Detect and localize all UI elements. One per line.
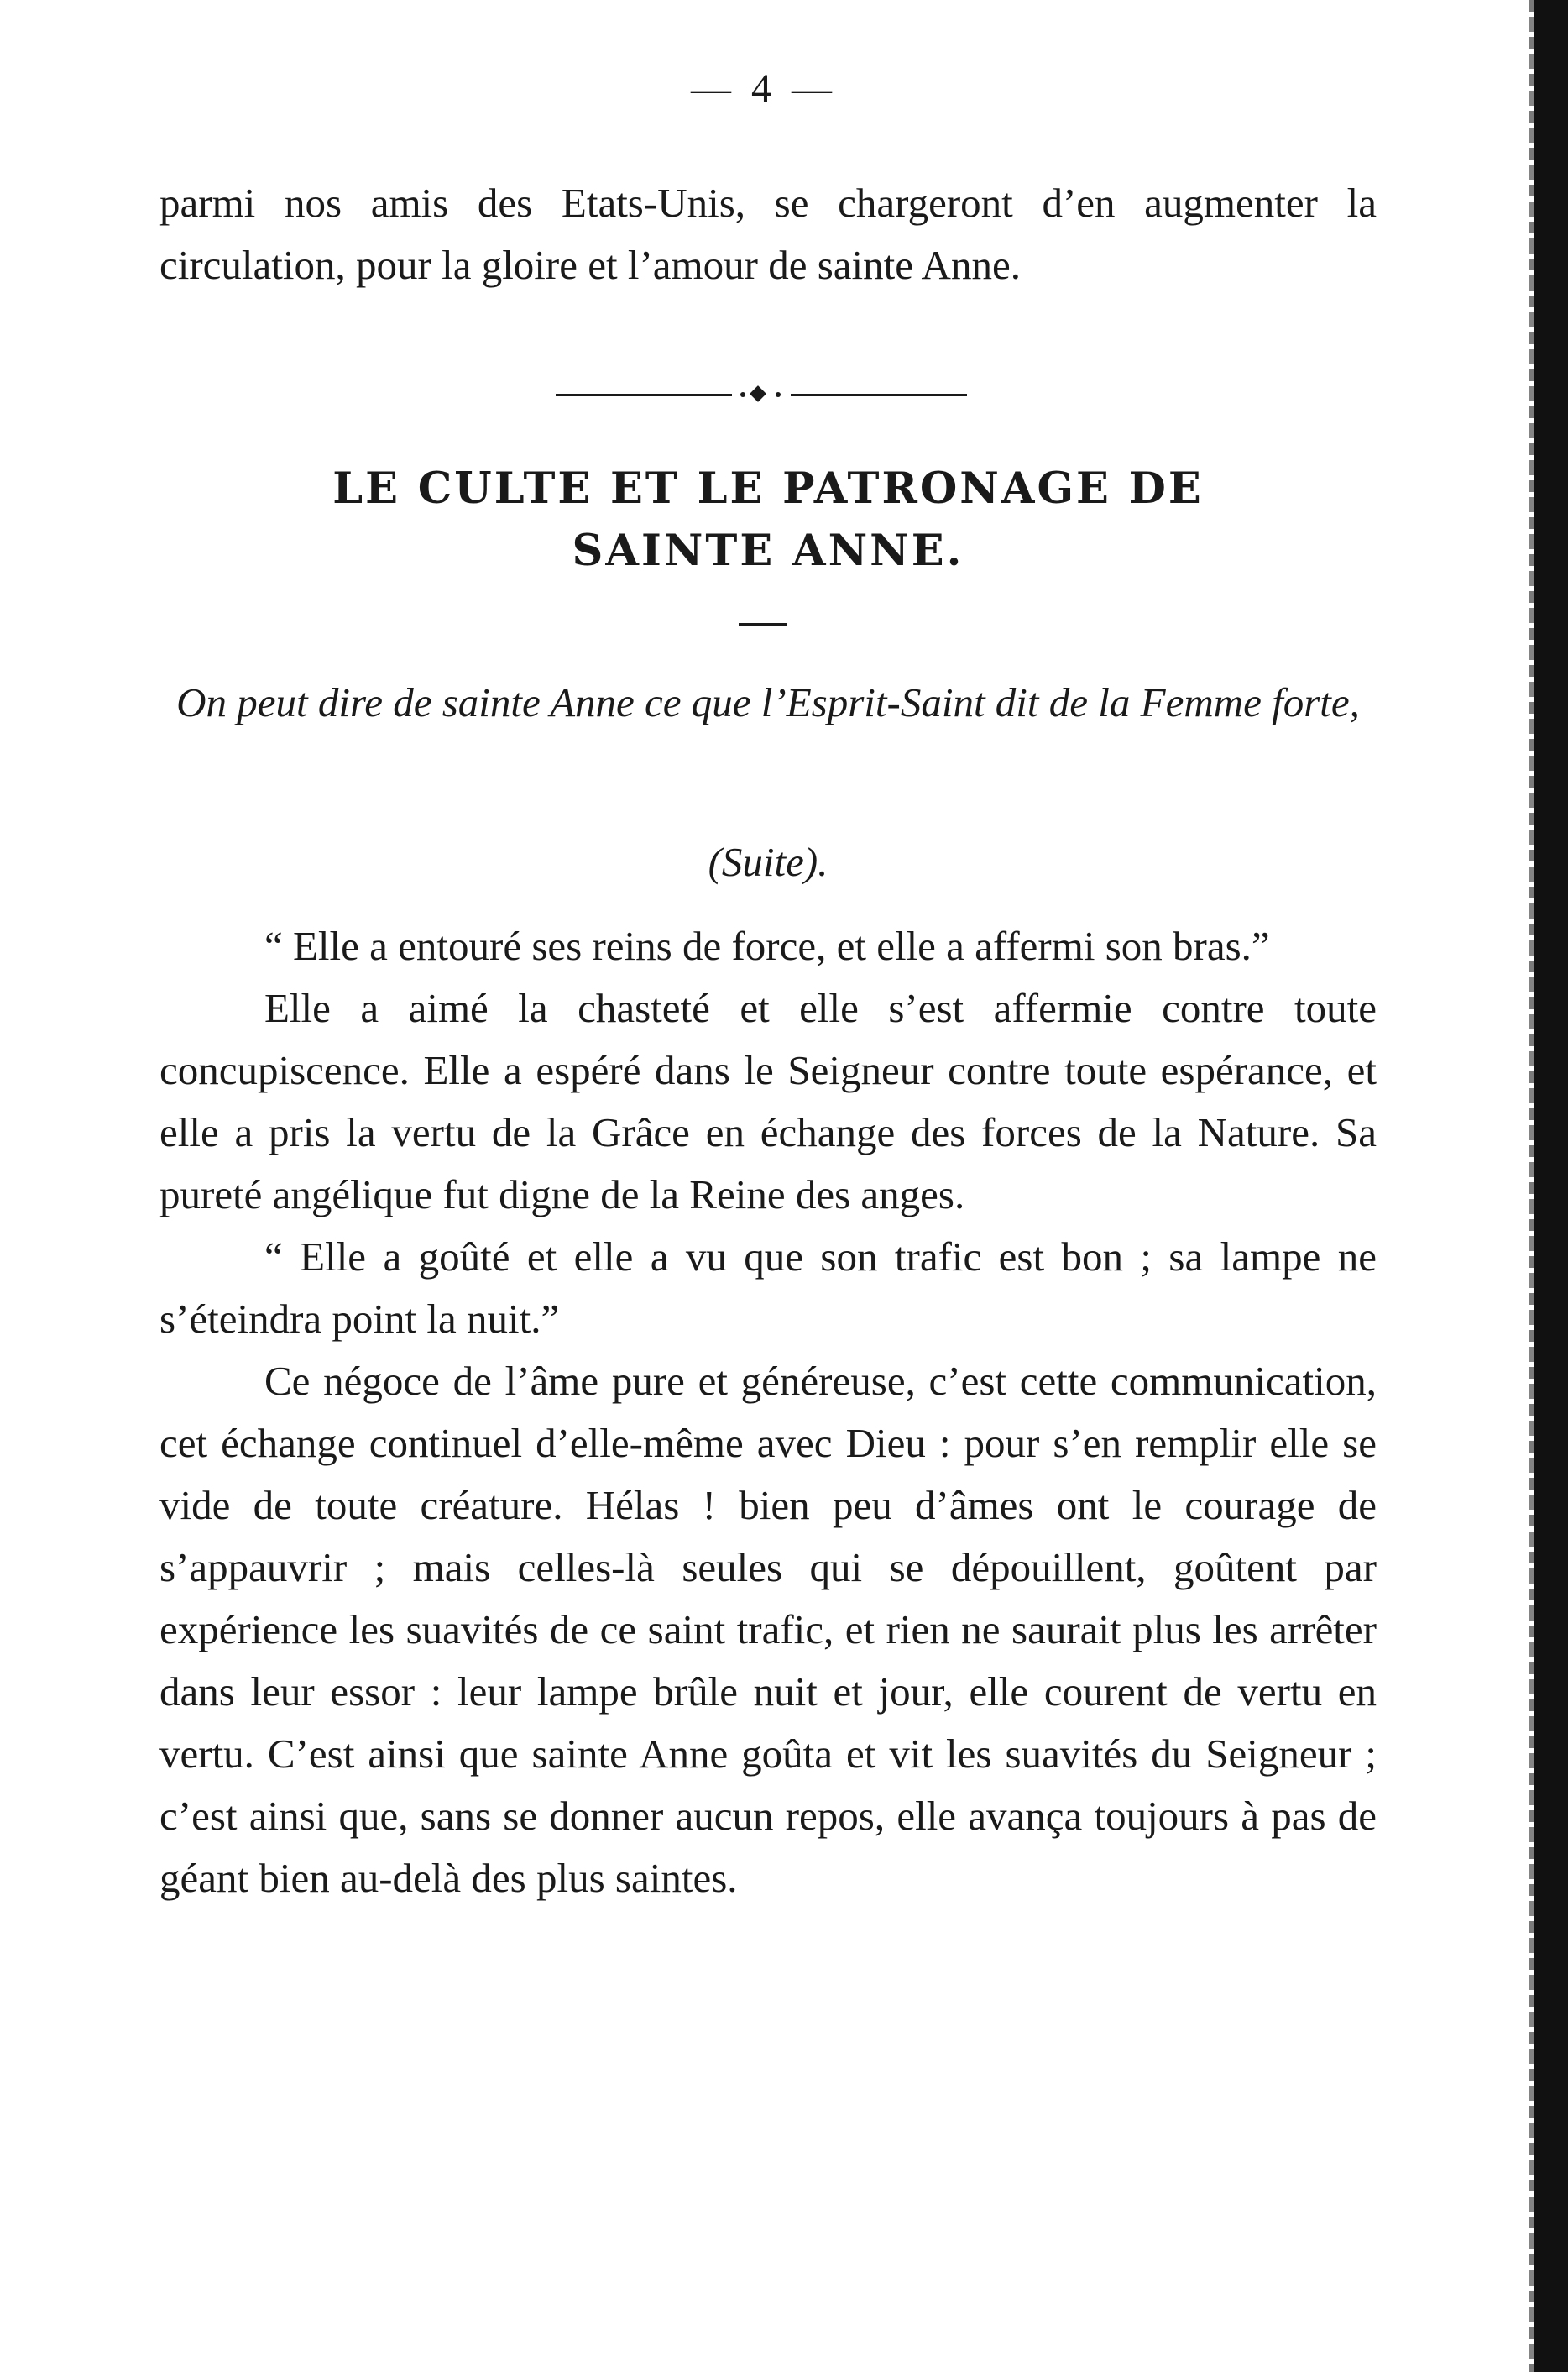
page-number: — 4 — bbox=[691, 66, 837, 111]
body-paragraph-2: Ce négoce de l’âme pure et généreuse, c’est cette communication, cet échange continuel d’elle-même avec Dieu : pour s’en remplir elle se vide de toute créature. Hélas ! bien peu d’âmes ont le courage de s’appauvrir ; mais celles-là seules qui se dépouillent, goûtent par expérience les suavités de ce saint trafic, et rien ne saurait plus les arrêter dans leur essor : leur lampe brûle nuit et jour, elle courent de vertu en vertu. C’est ainsi que sainte Anne goûta et vit les suavités du Seigneur ; c’est ainsi que, sans se donner aucun repos, elle avança toujours à pas de géant bien au-delà des plus saintes. bbox=[159, 1358, 1377, 1901]
intro-paragraph: parmi nos amis des Etats-Unis, se chargeront d’en augmenter la circulation, pour la gloire et l’amour de sainte Anne. bbox=[159, 180, 1377, 288]
body-text bbox=[159, 915, 1377, 1909]
body-paragraph-1: Elle a aimé la chasteté et elle s’est affermie contre toute concupiscence. Elle a espéré dans le Seigneur contre toute espérance, et elle a pris la vertu de la Grâce en échange des forces de la Nature. Sa pureté angélique fut digne de la Reine des anges. bbox=[159, 985, 1377, 1217]
heading-line-1: LE CULTE ET LE PATRONAGE DE bbox=[332, 463, 1204, 514]
quote-paragraph-2: “ Elle a goûté et elle a vu que son trafic est bon ; sa lampe ne s’éteindra point la nuit.” bbox=[159, 1233, 1377, 1342]
ornament-dot bbox=[776, 392, 781, 397]
heading-line-2: SAINTE ANNE. bbox=[572, 526, 964, 576]
section-divider-ornament bbox=[556, 388, 967, 401]
ornament-rule-left bbox=[556, 394, 732, 396]
ornament-diamond bbox=[750, 385, 766, 402]
intro-paragraph-block bbox=[159, 172, 1377, 296]
suite-label: (Suite). bbox=[708, 839, 828, 885]
heading-short-rule bbox=[739, 623, 787, 626]
quote-paragraph-1: “ Elle a entouré ses reins de force, et elle a affermi son bras.” bbox=[264, 923, 1270, 969]
section-heading bbox=[159, 458, 1377, 582]
epigraph: On peut dire de sainte Anne ce que l’Esprit-Saint dit de la Femme forte, bbox=[176, 679, 1360, 725]
ornament-rule-right bbox=[791, 394, 967, 396]
book-binding-edge bbox=[1534, 0, 1568, 2372]
ornament-dot bbox=[740, 392, 745, 397]
